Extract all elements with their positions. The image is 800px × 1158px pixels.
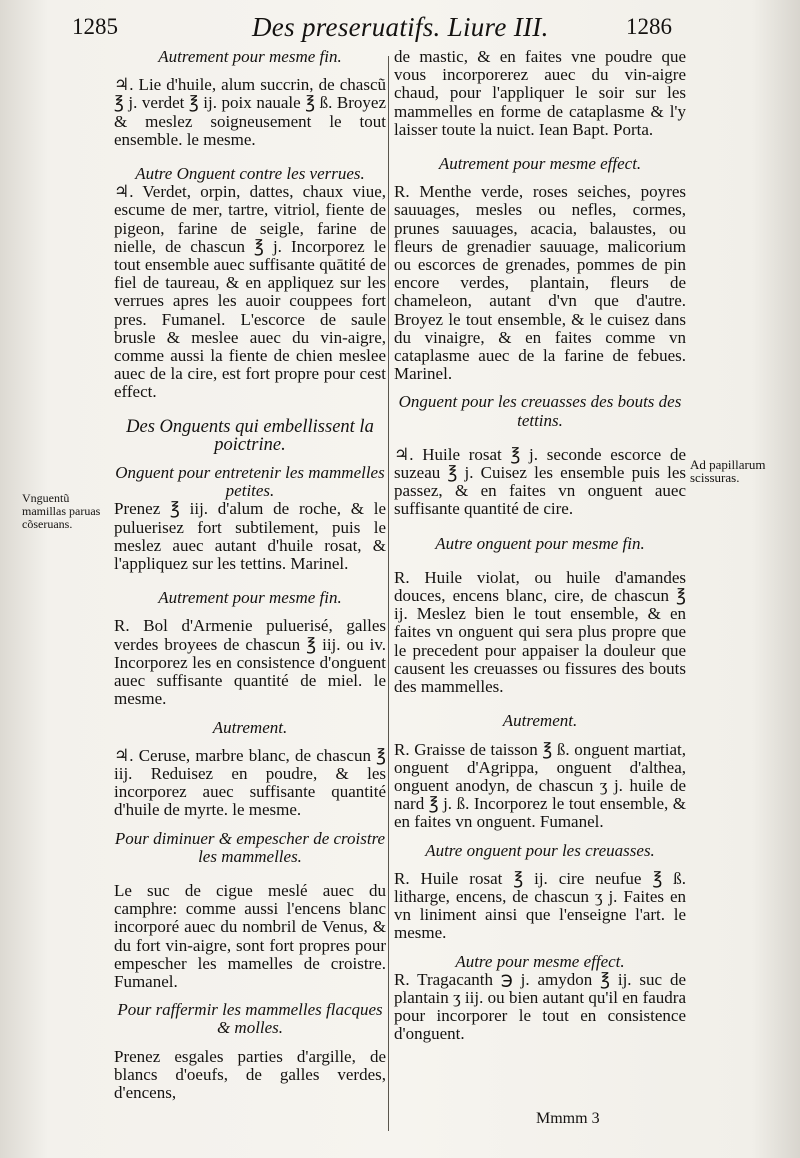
section-heading: Onguent pour entretenir les mammelles petites. — [115, 463, 385, 501]
section-heading: Onguent pour les creuasses des bouts des tettins. — [398, 392, 682, 430]
running-title: Des preseruatifs. Liure III. — [252, 12, 549, 42]
section-heading: Pour raffermir les mammelles flacques & molles. — [117, 1000, 383, 1038]
recipe-text: R. Menthe verde, roses seiches, poyres sauuages, mesles ou nefles, cormes, prunes sauuages, acacia, balaustes, ou fleurs de grenadier sauuage, malicorium ou escorces de grenades, pommes de pin encore verdes, plantain, fleurs de chameleon, autant d'vn que d'autre. Broyez le tout ensemble, & le cuisez dans du vinaigre, & en faites comme vn cataplasme auec de la farine de febues. Marinel. — [394, 182, 686, 384]
section-heading: Autre onguent pour mesme fin. — [435, 533, 645, 553]
page-number-left: 1285 — [72, 14, 118, 39]
recipe-text: ♃. Verdet, orpin, dattes, chaux viue, escume de mer, tartre, vitriol, fiente de pigeon, farine de seigle, farine de nielle, de chascun ℥ j. Incorporez le tout ensemble auec suffisante quātité de fiel de taureau, & en appliquez sur les verrues apres les auoir couppees fort pres. Fumanel. L'escorce de saule brusle & meslee auec du vin-aigre, comme aussi la fiente de chien meslee auec de la cire, est fort propre pour cest effect. — [114, 182, 386, 402]
recipe-text: R. Tragacanth ℈ j. amydon ℥ ij. suc de plantain ʒ iij. ou bien autant qu'il en faudra pour incorporer le tout en consistence d'onguent. — [394, 969, 686, 1044]
chapter-heading: Des Onguents qui embellissent la poictrine. — [126, 416, 374, 455]
section-heading: Autrement pour mesme fin. — [158, 47, 342, 66]
left-column — [114, 48, 386, 1102]
recipe-text: ♃. Ceruse, marbre blanc, de chascun ℥ iij. Reduisez en poudre, & les incorporez auec suffisante quantité d'huile de myrte. le mesme. — [114, 745, 386, 820]
column-divider — [388, 56, 389, 1131]
show-through-text — [4, 200, 34, 240]
recipe-text: R. Graisse de taisson ℥ ß. onguent martiat, onguent d'Agrippa, onguent d'althea, onguent anodyn, de chascun ʒ j. huile de nard ℥ j. ß. Incorporez le tout ensemble, & en faites vn onguent. Fumanel. — [394, 739, 686, 832]
section-heading: Autrement pour mesme effect. — [438, 154, 642, 174]
margin-note-right: Ad papillarum scissuras. — [690, 457, 766, 485]
recipe-text: de mastic, & en faites vne poudre que vous incorporerez auec du vin-aigre chaud, pour l'appliquer le soir sur les mammelles en forme de cataplasme & l'y laisser toute la nuict. Iean Bapt. Porta. — [394, 47, 686, 139]
right-column — [394, 48, 686, 1044]
catchword: Mmmm 3 — [536, 1110, 600, 1127]
section-heading: Pour diminuer & empescher de croistre les mammelles. — [114, 828, 386, 866]
recipe-text: R. Huile violat, ou huile d'amandes douces, encens blanc, cire, de chascun ℥ ij. Meslez bien le tout ensemble, & en faites vn onguent qui sera plus propre que le precedent pour appaiser la douleur que causent les creuasses ou fissures des bouts des mammelles. — [394, 567, 686, 697]
section-heading: Autre pour mesme effect. — [455, 951, 625, 971]
section-heading: Autrement. — [502, 711, 578, 731]
recipe-text: ♃. Huile rosat ℥ j. seconde escorce de suzeau ℥ j. Cuisez les ensemble puis les passez, & en faites vn onguent auec suffisante quantité de cire. — [394, 444, 686, 519]
section-heading: Autre onguent pour les creuasses. — [425, 840, 655, 860]
recipe-text: Prenez ℥ iij. d'alum de roche, & le puluerisez fort subtilement, puis le meslez auec autant d'huile rosat, & l'appliquez sur les tettins. Marinel. — [114, 499, 386, 574]
recipe-text: R. Huile rosat ℥ ij. cire neufue ℥ ß. litharge, encens, de chascun ʒ j. Faites en vn liniment ainsi que l'enseigne l'art. le mesme. — [394, 868, 686, 943]
margin-note-left: Vnguentũ mamillas paruas cõseruans. — [22, 491, 101, 531]
page-number-right: 1286 — [626, 14, 672, 39]
section-heading: Autre Onguent contre les verrues. — [135, 164, 365, 184]
recipe-text: ♃. Lie d'huile, alum succrin, de chascũ ℥ j. verdet ℥ ij. poix nauale ℥ ß. Broyez & meslez soigneusement le tout ensemble. le mesme. — [114, 75, 386, 149]
section-heading: Autrement pour mesme fin. — [158, 588, 342, 608]
recipe-text: Le suc de cigue meslé auec du camphre: comme aussi l'encens blanc incorporé auec du nombril de Venus, & du fort vin-aigre, sont fort propres pour empescher les mamelles de croistre. Fumanel. — [114, 880, 386, 991]
recipe-text: R. Bol d'Armenie puluerisé, galles verdes broyees de chascun ℥ iij. ou iv. Incorporez les en consistence d'onguent auec suffisante quantité de miel. le mesme. — [114, 616, 386, 709]
recipe-text: Prenez esgales parties d'argille, de blancs d'oeufs, de galles verdes, d'encens, — [114, 1046, 386, 1102]
section-heading: Autrement. — [212, 717, 288, 737]
page-header — [0, 12, 800, 46]
